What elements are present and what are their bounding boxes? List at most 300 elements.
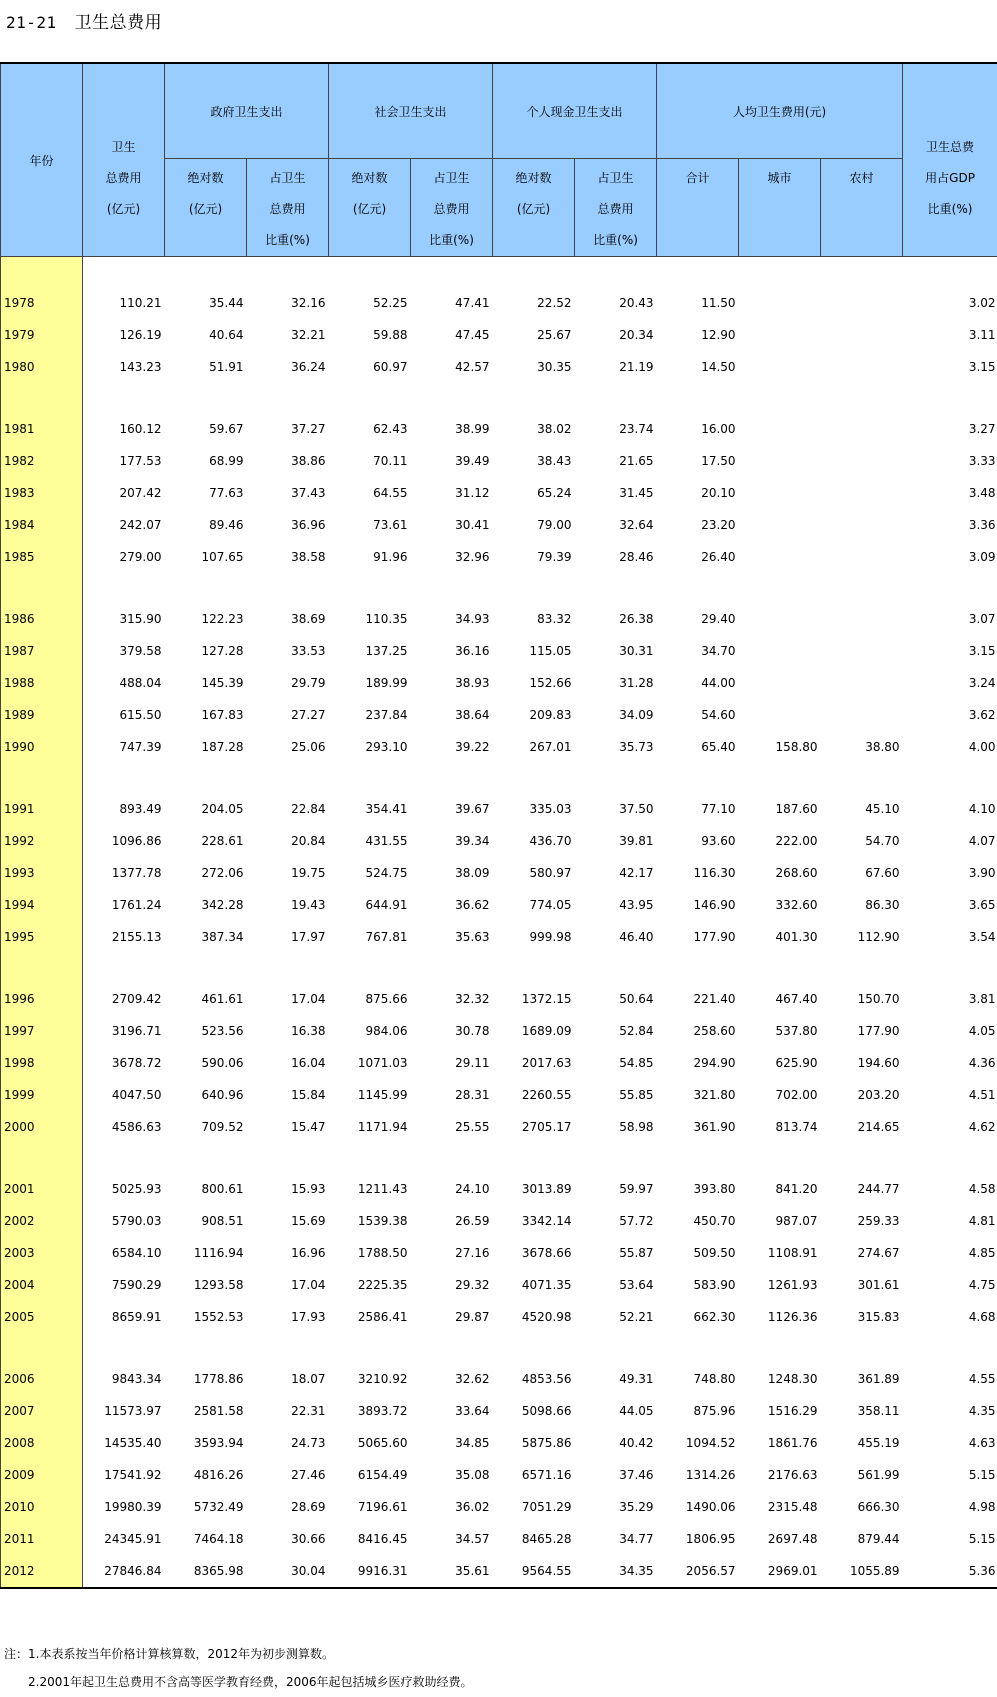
table-cell: 709.52 xyxy=(201,1120,244,1134)
table-cell: 143.23 xyxy=(119,360,162,374)
table-cell: 19.75 xyxy=(291,866,326,880)
table-cell: 23.20 xyxy=(701,518,736,532)
table-cell: 893.49 xyxy=(119,802,162,816)
table-cell: 167.83 xyxy=(201,708,244,722)
table-cell: 14535.40 xyxy=(104,1436,162,1450)
table-cell: 984.06 xyxy=(365,1024,408,1038)
table-cell: 34.57 xyxy=(455,1532,490,1546)
table-cell: 1314.26 xyxy=(685,1468,736,1482)
table-cell: 625.90 xyxy=(775,1056,818,1070)
table-cell: 580.97 xyxy=(529,866,572,880)
table-cell: 2176.63 xyxy=(767,1468,818,1482)
table-cell xyxy=(821,541,903,573)
table-cell: 4.00 xyxy=(968,740,996,754)
table-cell: 49.31 xyxy=(619,1372,654,1386)
table-cell: 523.56 xyxy=(201,1024,244,1038)
table-cell: 45.10 xyxy=(865,802,900,816)
table-cell: 17541.92 xyxy=(104,1468,162,1482)
table-cell: 17.97 xyxy=(291,930,326,944)
table-cell: 1094.52 xyxy=(685,1436,736,1450)
health-expenditure-table-wrap xyxy=(0,62,997,1589)
table-cell: 875.66 xyxy=(365,992,408,1006)
table-cell: 59.97 xyxy=(619,1182,654,1196)
year-cell: 2011 xyxy=(1,1523,83,1555)
table-cell: 32.21 xyxy=(291,328,326,342)
table-cell: 358.11 xyxy=(857,1404,900,1418)
table-cell: 4.36 xyxy=(968,1056,996,1070)
header-rural: 农村 xyxy=(821,159,903,257)
table-cell xyxy=(821,603,903,635)
table-cell: 23.74 xyxy=(619,422,654,436)
year-cell: 2002 xyxy=(1,1205,83,1237)
table-cell xyxy=(739,477,821,509)
table-cell: 28.31 xyxy=(455,1088,490,1102)
note-2: 2.2001年起卫生总费用不含高等医学教育经费，2006年起包括城乡医疗救助经费。 xyxy=(28,1675,473,1689)
table-cell: 1145.99 xyxy=(357,1088,408,1102)
table-cell: 4.75 xyxy=(968,1278,996,1292)
table-cell: 47.45 xyxy=(455,328,490,342)
table-title: 卫生总费用 xyxy=(74,13,163,33)
table-cell: 189.99 xyxy=(365,676,408,690)
table-number: 21-21 xyxy=(6,13,57,32)
table-cell: 524.75 xyxy=(365,866,408,880)
table-cell: 32.96 xyxy=(455,550,490,564)
table-cell: 436.70 xyxy=(529,834,572,848)
table-cell: 27.27 xyxy=(291,708,326,722)
table-cell: 22.52 xyxy=(537,296,572,310)
table-cell xyxy=(739,319,821,351)
table-cell: 5098.66 xyxy=(521,1404,572,1418)
table-cell: 152.66 xyxy=(529,676,572,690)
table-cell: 321.80 xyxy=(693,1088,736,1102)
table-cell xyxy=(821,509,903,541)
table-cell: 24.10 xyxy=(455,1182,490,1196)
table-row xyxy=(1,287,997,319)
header-year: 年份 xyxy=(1,63,83,257)
table-cell: 5065.60 xyxy=(357,1436,408,1450)
table-cell: 187.28 xyxy=(201,740,244,754)
table-cell: 747.39 xyxy=(119,740,162,754)
table-cell: 37.43 xyxy=(291,486,326,500)
table-cell: 3.27 xyxy=(968,422,996,436)
table-cell: 1689.09 xyxy=(521,1024,572,1038)
table-cell: 17.04 xyxy=(291,992,326,1006)
table-cell xyxy=(739,667,821,699)
year-cell: 1994 xyxy=(1,889,83,921)
table-cell: 3.90 xyxy=(968,866,996,880)
table-cell xyxy=(739,699,821,731)
table-cell: 21.65 xyxy=(619,454,654,468)
year-cell: 1988 xyxy=(1,667,83,699)
table-cell: 89.46 xyxy=(209,518,244,532)
spacer-row xyxy=(1,763,997,793)
table-cell: 31.28 xyxy=(619,676,654,690)
table-cell: 488.04 xyxy=(119,676,162,690)
table-cell: 8416.45 xyxy=(357,1532,408,1546)
table-cell xyxy=(739,287,821,319)
table-cell: 3.24 xyxy=(968,676,996,690)
table-cell: 34.35 xyxy=(575,1555,657,1588)
table-cell: 5025.93 xyxy=(111,1182,162,1196)
table-cell: 55.87 xyxy=(619,1246,654,1260)
table-cell: 17.93 xyxy=(291,1310,326,1324)
table-cell: 9916.31 xyxy=(329,1555,411,1588)
table-cell xyxy=(821,287,903,319)
table-cell: 3.11 xyxy=(968,328,996,342)
table-cell: 177.53 xyxy=(119,454,162,468)
table-cell: 39.49 xyxy=(455,454,490,468)
table-cell: 20.43 xyxy=(619,296,654,310)
table-row xyxy=(1,1111,997,1143)
table-row xyxy=(1,319,997,351)
table-cell: 6154.49 xyxy=(357,1468,408,1482)
table-cell: 31.45 xyxy=(619,486,654,500)
year-cell: 1998 xyxy=(1,1047,83,1079)
year-cell: 1996 xyxy=(1,983,83,1015)
table-cell: 158.80 xyxy=(775,740,818,754)
table-cell: 6584.10 xyxy=(111,1246,162,1260)
table-cell: 38.02 xyxy=(537,422,572,436)
table-cell: 509.50 xyxy=(693,1246,736,1260)
table-cell: 2225.35 xyxy=(357,1278,408,1292)
table-row xyxy=(1,1205,997,1237)
year-cell: 1990 xyxy=(1,731,83,763)
table-cell: 1211.43 xyxy=(357,1182,408,1196)
table-cell: 36.02 xyxy=(455,1500,490,1514)
table-cell: 335.03 xyxy=(529,802,572,816)
table-cell: 401.30 xyxy=(775,930,818,944)
table-cell: 315.90 xyxy=(119,612,162,626)
table-cell: 30.41 xyxy=(455,518,490,532)
year-cell: 1987 xyxy=(1,635,83,667)
table-cell: 3593.94 xyxy=(193,1436,244,1450)
table-row xyxy=(1,1491,997,1523)
table-cell: 38.58 xyxy=(291,550,326,564)
table-cell: 26.38 xyxy=(619,612,654,626)
table-cell: 615.50 xyxy=(119,708,162,722)
table-cell: 137.25 xyxy=(365,644,408,658)
table-cell: 4.98 xyxy=(968,1500,996,1514)
table-cell: 1116.94 xyxy=(193,1246,244,1260)
table-cell: 361.89 xyxy=(857,1372,900,1386)
table-cell: 2586.41 xyxy=(357,1310,408,1324)
table-body xyxy=(1,257,997,1589)
table-cell xyxy=(821,413,903,445)
table-cell: 8465.28 xyxy=(521,1532,572,1546)
year-cell: 1995 xyxy=(1,921,83,953)
health-expenditure-table xyxy=(0,62,997,1589)
table-cell: 2017.63 xyxy=(521,1056,572,1070)
table-cell: 15.93 xyxy=(291,1182,326,1196)
table-row xyxy=(1,1301,997,1333)
table-cell: 15.84 xyxy=(291,1088,326,1102)
table-cell: 293.10 xyxy=(365,740,408,754)
table-cell: 301.61 xyxy=(857,1278,900,1292)
table-row xyxy=(1,1015,997,1047)
year-cell: 1993 xyxy=(1,857,83,889)
table-cell: 36.62 xyxy=(455,898,490,912)
table-cell: 5.15 xyxy=(968,1468,996,1482)
table-cell: 3678.72 xyxy=(111,1056,162,1070)
header-social-share: 占卫生 总费用 比重(%) xyxy=(411,159,493,257)
table-cell: 259.33 xyxy=(857,1214,900,1228)
table-cell: 3.48 xyxy=(968,486,996,500)
table-cell: 38.93 xyxy=(455,676,490,690)
table-cell: 1171.94 xyxy=(357,1120,408,1134)
table-cell: 35.08 xyxy=(455,1468,490,1482)
table-cell: 39.34 xyxy=(455,834,490,848)
table-cell: 3013.89 xyxy=(521,1182,572,1196)
table-row xyxy=(1,983,997,1015)
table-cell: 31.12 xyxy=(455,486,490,500)
table-cell: 3678.66 xyxy=(521,1246,572,1260)
table-cell: 16.00 xyxy=(701,422,736,436)
table-cell: 24345.91 xyxy=(104,1532,162,1546)
table-cell: 30.35 xyxy=(537,360,572,374)
table-cell: 3.62 xyxy=(968,708,996,722)
table-cell: 4047.50 xyxy=(111,1088,162,1102)
year-cell: 1989 xyxy=(1,699,83,731)
spacer-row xyxy=(1,953,997,983)
table-cell: 77.10 xyxy=(701,802,736,816)
table-cell: 30.31 xyxy=(619,644,654,658)
table-row xyxy=(1,1523,997,1555)
table-cell: 3.81 xyxy=(968,992,996,1006)
table-cell: 3.36 xyxy=(968,518,996,532)
year-cell: 1983 xyxy=(1,477,83,509)
table-cell: 38.69 xyxy=(291,612,326,626)
year-cell: 2010 xyxy=(1,1491,83,1523)
table-cell: 38.43 xyxy=(537,454,572,468)
table-cell: 332.60 xyxy=(775,898,818,912)
table-cell: 177.90 xyxy=(693,930,736,944)
table-cell: 1788.50 xyxy=(357,1246,408,1260)
table-cell: 242.07 xyxy=(119,518,162,532)
table-cell: 177.90 xyxy=(857,1024,900,1038)
table-cell: 50.64 xyxy=(619,992,654,1006)
table-cell: 450.70 xyxy=(693,1214,736,1228)
table-cell xyxy=(739,413,821,445)
table-cell: 70.11 xyxy=(373,454,408,468)
table-cell: 662.30 xyxy=(693,1310,736,1324)
table-cell: 47.41 xyxy=(455,296,490,310)
spacer-row xyxy=(1,573,997,603)
table-cell: 34.70 xyxy=(701,644,736,658)
header-total: 卫生 总费用 (亿元) xyxy=(83,63,165,257)
year-cell: 2009 xyxy=(1,1459,83,1491)
table-cell: 2155.13 xyxy=(111,930,162,944)
year-cell: 1979 xyxy=(1,319,83,351)
table-cell: 1552.53 xyxy=(193,1310,244,1324)
table-cell: 35.63 xyxy=(455,930,490,944)
header-urban: 城市 xyxy=(739,159,821,257)
table-cell: 748.80 xyxy=(693,1372,736,1386)
table-cell xyxy=(739,603,821,635)
year-cell: 2008 xyxy=(1,1427,83,1459)
table-cell: 37.50 xyxy=(619,802,654,816)
table-cell: 26.59 xyxy=(455,1214,490,1228)
table-row xyxy=(1,1173,997,1205)
table-cell: 38.64 xyxy=(455,708,490,722)
table-cell: 3.33 xyxy=(968,454,996,468)
table-cell: 908.51 xyxy=(201,1214,244,1228)
table-row xyxy=(1,921,997,953)
table-cell: 203.20 xyxy=(857,1088,900,1102)
table-cell: 38.86 xyxy=(291,454,326,468)
header-per-capita: 人均卫生费用(元) xyxy=(657,63,903,159)
table-row xyxy=(1,477,997,509)
table-cell: 1516.29 xyxy=(767,1404,818,1418)
table-row xyxy=(1,857,997,889)
table-cell: 34.85 xyxy=(455,1436,490,1450)
table-cell: 431.55 xyxy=(365,834,408,848)
table-cell: 127.28 xyxy=(201,644,244,658)
table-cell: 34.77 xyxy=(619,1532,654,1546)
year-cell: 1982 xyxy=(1,445,83,477)
table-cell: 987.07 xyxy=(775,1214,818,1228)
table-cell: 3.15 xyxy=(968,360,996,374)
table-cell: 387.34 xyxy=(201,930,244,944)
table-row xyxy=(1,603,997,635)
table-cell: 65.24 xyxy=(537,486,572,500)
table-cell: 53.64 xyxy=(619,1278,654,1292)
table-row xyxy=(1,351,997,383)
table-cell: 14.50 xyxy=(701,360,736,374)
table-cell: 4.07 xyxy=(968,834,996,848)
table-cell: 27.46 xyxy=(291,1468,326,1482)
table-row xyxy=(1,413,997,445)
table-cell: 875.96 xyxy=(693,1404,736,1418)
table-cell: 841.20 xyxy=(775,1182,818,1196)
header-gov: 政府卫生支出 xyxy=(165,63,329,159)
table-cell: 30.66 xyxy=(291,1532,326,1546)
table-cell: 37.27 xyxy=(291,422,326,436)
table-cell: 150.70 xyxy=(857,992,900,1006)
year-cell: 2000 xyxy=(1,1111,83,1143)
table-cell: 214.65 xyxy=(857,1120,900,1134)
table-cell: 7196.61 xyxy=(357,1500,408,1514)
table-cell: 4.05 xyxy=(968,1024,996,1038)
table-cell: 4.51 xyxy=(968,1088,996,1102)
table-cell: 36.24 xyxy=(291,360,326,374)
table-notes xyxy=(4,1640,473,1696)
year-cell: 1985 xyxy=(1,541,83,573)
table-cell: 702.00 xyxy=(775,1088,818,1102)
table-cell: 122.23 xyxy=(201,612,244,626)
table-cell: 27846.84 xyxy=(83,1555,165,1588)
table-cell: 11.50 xyxy=(701,296,736,310)
table-cell: 21.19 xyxy=(619,360,654,374)
table-cell: 774.05 xyxy=(529,898,572,912)
table-cell: 27.16 xyxy=(455,1246,490,1260)
table-cell: 342.28 xyxy=(201,898,244,912)
table-cell: 1055.89 xyxy=(821,1555,903,1588)
table-cell: 590.06 xyxy=(201,1056,244,1070)
table-cell: 3.65 xyxy=(968,898,996,912)
table-cell: 35.73 xyxy=(619,740,654,754)
table-cell: 32.64 xyxy=(619,518,654,532)
table-cell: 12.90 xyxy=(701,328,736,342)
table-row xyxy=(1,667,997,699)
table-cell: 999.98 xyxy=(529,930,572,944)
table-cell xyxy=(821,351,903,383)
table-cell: 268.60 xyxy=(775,866,818,880)
table-cell: 51.91 xyxy=(209,360,244,374)
table-cell: 20.34 xyxy=(619,328,654,342)
table-cell: 29.40 xyxy=(701,612,736,626)
table-cell: 39.81 xyxy=(619,834,654,848)
table-cell: 800.61 xyxy=(201,1182,244,1196)
table-cell: 32.62 xyxy=(455,1372,490,1386)
year-cell: 1980 xyxy=(1,351,83,383)
table-cell: 86.30 xyxy=(865,898,900,912)
table-cell: 16.38 xyxy=(291,1024,326,1038)
note-1: 注：1.本表系按当年价格计算核算数，2012年为初步测算数。 xyxy=(4,1647,334,1661)
header-sum: 合计 xyxy=(657,159,739,257)
table-cell: 7590.29 xyxy=(111,1278,162,1292)
table-cell: 4520.98 xyxy=(521,1310,572,1324)
table-cell: 29.79 xyxy=(291,676,326,690)
table-row xyxy=(1,1363,997,1395)
table-cell: 22.31 xyxy=(291,1404,326,1418)
table-cell: 19980.39 xyxy=(104,1500,162,1514)
table-cell: 3.02 xyxy=(968,296,996,310)
table-cell: 107.65 xyxy=(201,550,244,564)
table-cell xyxy=(821,699,903,731)
table-cell: 42.17 xyxy=(619,866,654,880)
table-cell: 36.96 xyxy=(291,518,326,532)
table-cell: 4.68 xyxy=(968,1310,996,1324)
table-cell xyxy=(739,351,821,383)
table-cell: 33.64 xyxy=(455,1404,490,1418)
table-cell: 1490.06 xyxy=(685,1500,736,1514)
table-row xyxy=(1,1459,997,1491)
table-cell: 2260.55 xyxy=(521,1088,572,1102)
table-cell: 2315.48 xyxy=(767,1500,818,1514)
year-cell: 1991 xyxy=(1,793,83,825)
table-cell: 20.84 xyxy=(291,834,326,848)
table-row xyxy=(1,509,997,541)
table-cell: 7051.29 xyxy=(521,1500,572,1514)
table-cell: 59.88 xyxy=(373,328,408,342)
year-cell: 2003 xyxy=(1,1237,83,1269)
table-cell: 29.87 xyxy=(455,1310,490,1324)
table-cell: 110.21 xyxy=(119,296,162,310)
table-cell: 222.00 xyxy=(775,834,818,848)
header-social: 社会卫生支出 xyxy=(329,63,493,159)
table-cell: 54.60 xyxy=(701,708,736,722)
table-cell: 126.19 xyxy=(119,328,162,342)
table-cell: 354.41 xyxy=(365,802,408,816)
table-row xyxy=(1,635,997,667)
table-cell: 17.50 xyxy=(701,454,736,468)
table-row xyxy=(1,1047,997,1079)
header-personal: 个人现金卫生支出 xyxy=(493,63,657,159)
table-cell: 2709.42 xyxy=(111,992,162,1006)
table-cell: 3210.92 xyxy=(357,1372,408,1386)
table-cell: 267.01 xyxy=(529,740,572,754)
table-cell: 11573.97 xyxy=(104,1404,162,1418)
table-cell: 537.80 xyxy=(775,1024,818,1038)
table-cell: 15.47 xyxy=(291,1120,326,1134)
spacer-row xyxy=(1,1143,997,1173)
table-cell: 60.97 xyxy=(373,360,408,374)
year-cell: 2005 xyxy=(1,1301,83,1333)
table-cell: 79.39 xyxy=(537,550,572,564)
table-cell: 16.04 xyxy=(291,1056,326,1070)
table-cell xyxy=(821,445,903,477)
table-cell: 1126.36 xyxy=(767,1310,818,1324)
